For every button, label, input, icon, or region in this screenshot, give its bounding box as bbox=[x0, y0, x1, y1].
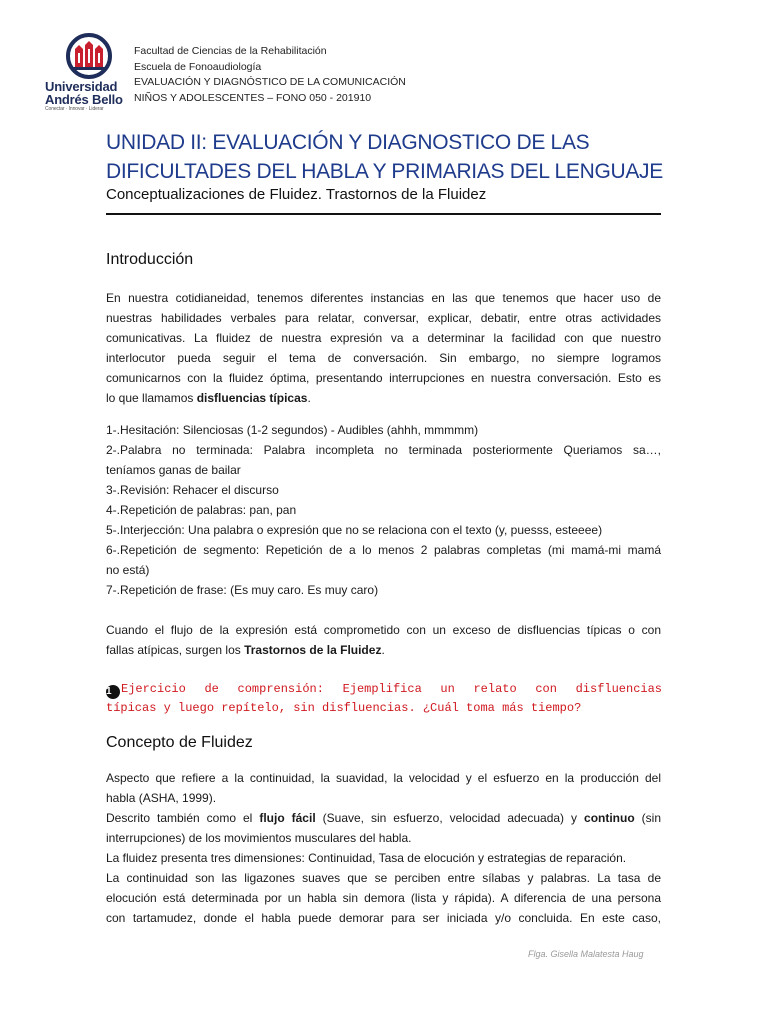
header-line-school: Escuela de Fonoaudiología bbox=[134, 60, 262, 73]
concepto-line: interrupciones) de los movimientos musculares del habla. bbox=[106, 831, 412, 845]
flujo-period: . bbox=[381, 643, 385, 657]
number-one-icon: 1 bbox=[106, 685, 120, 699]
exercise-line-1 bbox=[106, 680, 662, 699]
concepto-text: (sin bbox=[634, 811, 661, 825]
unit-title-line-2: DIFICULTADES DEL HABLA Y PRIMARIAS DEL LENGUAJE bbox=[106, 160, 663, 183]
header-line-course: EVALUACIÓN Y DIAGNÓSTICO DE LA COMUNICACIÓN bbox=[134, 76, 406, 88]
flujo-line-2 bbox=[106, 640, 661, 660]
intro-heading: Introducción bbox=[106, 251, 194, 268]
flujo-paragraph bbox=[106, 620, 661, 660]
unit-title-line-1: UNIDAD II: EVALUACIÓN Y DIAGNOSTICO DE LAS bbox=[106, 131, 590, 154]
disfluency-list bbox=[106, 420, 661, 600]
exercise-box bbox=[106, 680, 662, 717]
exercise-text: Ejercicio de comprensión: Ejemplifica un relato con disfluencias bbox=[121, 682, 662, 696]
flujo-facil-bold: flujo fácil bbox=[259, 811, 316, 825]
intro-line: comunicativas. La fluidez de nuestra expresión va a determinar la facilidad con que nuestro bbox=[106, 331, 661, 345]
unit-subtitle: Conceptualizaciones de Fluidez. Trastornos de la Fluidez bbox=[106, 186, 487, 203]
continuo-bold: continuo bbox=[584, 811, 635, 825]
intro-period: . bbox=[307, 391, 311, 405]
list-item: 3-.Revisión: Rehacer el discurso bbox=[106, 483, 279, 497]
intro-term-bold: disfluencias típicas bbox=[196, 391, 308, 405]
intro-line: En nuestra cotidianeidad, tenemos diferentes instancias en las que tenemos que hacer uso de bbox=[106, 291, 661, 305]
concepto-line bbox=[106, 808, 661, 828]
list-item-cont: no está) bbox=[106, 563, 150, 577]
concepto-text: Descrito también como el bbox=[106, 811, 260, 825]
list-item: 7-.Repetición de frase: (Es muy caro. Es muy caro) bbox=[106, 583, 379, 597]
list-item-cont: teníamos ganas de bailar bbox=[106, 463, 241, 477]
intro-line: nuestras habilidades verbales para relatar, conversar, explicar, debatir, entre otras actividades bbox=[106, 311, 661, 325]
concepto-text: (Suave, sin esfuerzo, velocidad adecuada) y bbox=[315, 811, 585, 825]
flujo-line: Cuando el flujo de la expresión está comprometido con un exceso de disfluencias típicas o con bbox=[106, 623, 661, 637]
university-wordmark bbox=[45, 80, 135, 113]
concepto-line: La fluidez presenta tres dimensiones: Continuidad, Tasa de elocución y estrategias de reparación. bbox=[106, 851, 627, 865]
concepto-line: Aspecto que refiere a la continuidad, la suavidad, la velocidad y el esfuerzo en la producción del bbox=[106, 771, 661, 785]
university-name-2: Andrés Bello bbox=[45, 92, 123, 107]
concepto-paragraph bbox=[106, 768, 661, 928]
concepto-line: con tartamudez, donde el habla puede demorar para ser iniciada y/o concluida. En este caso, bbox=[106, 911, 661, 925]
list-item: 2-.Palabra no terminada: Palabra incompleta no terminada posteriormente Queriamos sa…, bbox=[106, 443, 661, 457]
concepto-line: elocución está determinada por un habla sin demora (lista y rápida). A diferencia de una persona bbox=[106, 891, 661, 905]
page-footer-author: Flga. Gisella Malatesta Haug bbox=[528, 949, 644, 959]
concepto-line: habla (ASHA, 1999). bbox=[106, 791, 217, 805]
header-info bbox=[134, 44, 406, 106]
concepto-heading: Concepto de Fluidez bbox=[106, 734, 253, 751]
intro-line-last bbox=[106, 388, 661, 408]
university-tagline: Conectar · Innovar · Liderar bbox=[45, 106, 104, 112]
unit-title bbox=[106, 128, 666, 186]
header-line-faculty: Facultad de Ciencias de la Rehabilitación bbox=[134, 45, 327, 57]
intro-line: comunicarnos con la fluidez óptima, presentando interrupciones en nuestra conversación. Esto es bbox=[106, 371, 661, 385]
title-divider bbox=[106, 213, 661, 215]
header-line-code: NIÑOS Y ADOLESCENTES – FONO 050 - 201910 bbox=[134, 91, 372, 104]
list-item: 4-.Repetición de palabras: pan, pan bbox=[106, 503, 297, 517]
flujo-text: fallas atípicas, surgen los bbox=[106, 643, 245, 657]
list-item: 1-.Hesitación: Silenciosas (1-2 segundos) - Audibles (ahhh, mmmmm) bbox=[106, 423, 479, 437]
concepto-line: La continuidad son las ligazones suaves que se perciben entre sílabas y palabras. La tasa de bbox=[106, 871, 661, 885]
university-name: Universidad bbox=[45, 79, 118, 94]
intro-text: lo que llamamos bbox=[106, 391, 197, 405]
list-item: 5-.Interjección: Una palabra o expresión que no se relaciona con el texto (y, puesss, esteeee) bbox=[106, 523, 603, 537]
university-crest-icon bbox=[45, 33, 133, 83]
list-item: 6-.Repetición de segmento: Repetición de a lo menos 2 palabras completas (mi mamá-mi mamá bbox=[106, 543, 661, 557]
intro-paragraph bbox=[106, 288, 661, 408]
intro-line: interlocutor pueda seguir el tema de conversación. Sin embargo, no siempre logramos bbox=[106, 351, 661, 365]
exercise-line-2: típicas y luego repítelo, sin disfluencias. ¿Cuál toma más tiempo? bbox=[106, 701, 582, 715]
flujo-term-bold: Trastornos de la Fluidez bbox=[244, 643, 382, 657]
